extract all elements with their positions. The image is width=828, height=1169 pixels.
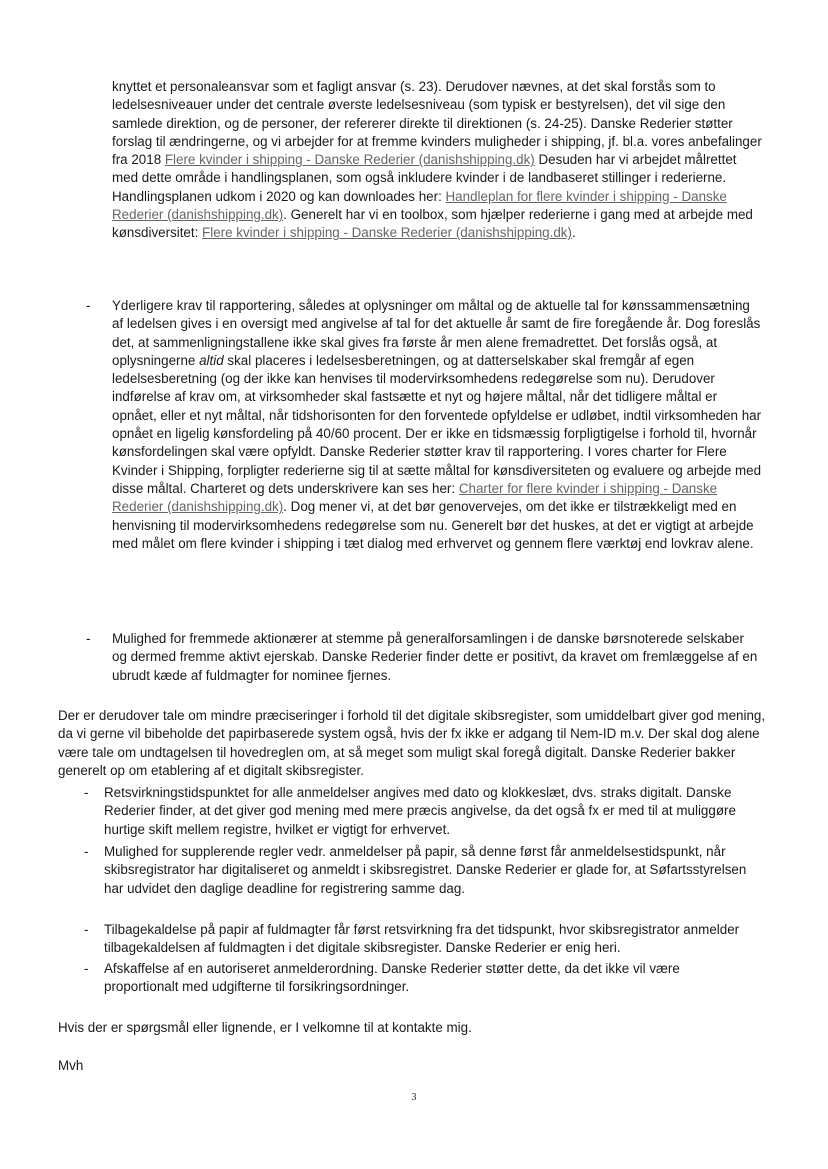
bullet-text (112, 297, 762, 553)
bullet-dash: - (84, 785, 89, 800)
paragraph-text: . (571, 225, 576, 241)
link-flere-kvinder-anbefalinger[interactable]: Flere kvinder i shipping - Danske Rederier (danishshipping.dk) (164, 152, 535, 168)
paragraph-text: Der er derudover tale om mindre præciseringer i forhold til det digitale skibsregister, som umiddelbart giver god mening, da vi gerne vil bibeholde det papirbaserede system også, hvis der fx ikke er adgang til Nem-ID m.v. Der skal dog alene være tale om undtagelsen til hovedreglen om, at så meget som muligt skal foregå digitalt. Danske Rederier bakker generelt op om etablering af et digitalt skibsregister. (58, 708, 766, 778)
bullet-dash: - (86, 631, 91, 646)
page-number: 3 (411, 1092, 417, 1103)
paragraph-ledelsesniveauer (112, 78, 762, 243)
paragraph-text: Yderligere krav til rapportering, således at oplysninger om måltal og de aktuelle tal for kønssammensætning af ledelsen gives i en oversigt med angivelse af tal for det aktuelle år samt de fire foregående år. Dog foreslås det, at sammenligningstallene ikke skal gives fra første år men alene fremadrettet. Det forslås også, at oplysningerne (112, 298, 761, 368)
bullet-text: Tilbagekaldelse på papir af fuldmagter får først retsvirkning fra det tidspunkt, hvor skibsregistrator anmelder tilbagekaldelsen af fuldmagten i det digitale skibsregister. Danske Rederier er enig heri. (104, 922, 740, 956)
link-flere-kvinder-toolbox[interactable]: Flere kvinder i shipping - Danske Rederier (danishshipping.dk) (202, 225, 572, 241)
paragraph-text: . Dog mener vi, at det bør genovervejes, om det ikke er tilstrækkeligt med en henvisning til modervirksomhedens redegørelse som nu. Generelt bør det huskes, at det er vigtigt at arbejde med målet om flere kvinder i shipping i tæt dialog med erhvervet og gennem flere værktøj end lovkrav alene. (112, 499, 754, 551)
bullet-dash: - (84, 922, 89, 937)
paragraph-text: Desuden har vi arbejdet målrettet med dette område i handlingsplanen, som også inkludere kvinder i de landbaseret stillinger i rederierne. Handlingsplanen udkom i 2020 og kan downloades her: (112, 152, 737, 204)
paragraph-text: . Generelt har vi en toolbox, som hjælper rederierne i gang med at arbejde med kønsdiversitet: (112, 207, 753, 241)
paragraph-text: knyttet et personaleansvar som et fagligt ansvar (s. 23). Derudover nævnes, at det skal forstås som to ledelsesniveauer under det centrale øverste ledelsesniveau (som typisk er bestyrelsen), det vil sige den samlede direktion, og de personer, der refererer direkte til direktionen (s. 24-25). Danske Rederier støtter forslag til ændringerne, og vi arbejder for at fremme kvinders muligheder i shipping, jf. bl.a. vores anbefalinger fra 2018 (112, 79, 762, 168)
emphasis-altid: altid (199, 352, 224, 368)
bullet-dash: - (84, 961, 89, 976)
bullet-text: Retsvirkningstidspunktet for alle anmeldelser angives med dato og klokkeslæt, dvs. straks digitalt. Danske Rederier finder, at det giver god mening med mere præcis angivelse, da det også fx er med til at muliggøre hurtige skift mellem registre, hvilket er vigtigt for erhvervet. (104, 785, 736, 837)
bullet-text: Mulighed for supplerende regler vedr. anmeldelser på papir, så denne først får anmeldelsestidspunkt, når skibsregistrator har digitaliseret og anmeldt i skibsregistret. Danske Rederier er glade for, at Søfartsstyrelsen har udvidet den daglige deadline for registrering samme dag. (104, 844, 747, 896)
link-handleplan[interactable]: Handleplan for flere kvinder i shipping - Danske Rederier (danishshipping.dk) (112, 188, 727, 223)
closing-question: Hvis der er spørgsmål eller lignende, er I velkomne til at kontakte mig. (58, 1020, 472, 1035)
paragraph-text: skal placeres i ledelsesberetningen, og at datterselskaber skal fremgår af egen ledelsesberetning (og der ikke kan henvises til modervirksomhedens redegørelse som nu). Derudover indførelse af krav om, at virksomheder skal fastsætte et nyt og højere måltal, når det tidligere måltal er opnået, eller et nyt måltal, når tidshorisonten for den forventede opfyldelse er udløbet, indtil virksomheden har opnået en ligelig kønsfordeling på 40/60 procent. Der er ikke en tidsmæssig forpligtigelse i forhold til, hvornår kønsfordelingen skal være opfyldt. Danske Rederier støtter krav til rapportering. I vores charter for Flere Kvinder i Shipping, forpligter rederierne sig til at sætte måltal for kønsdiversiteten og evaluere og arbejde med disse måltal. Charteret og dets underskrivere kan ses her: (112, 352, 762, 496)
bullet-text: Afskaffelse af en autoriseret anmelderordning. Danske Rederier støtter dette, da det ikke vil være proportionalt med udgifterne til forsikringsordninger. (104, 961, 680, 995)
bullet-dash: - (84, 844, 89, 859)
link-charter[interactable]: Charter for flere kvinder i shipping - Danske Rederier (danishshipping.dk) (112, 480, 718, 515)
bullet-text: Mulighed for fremmede aktionærer at stemme på generalforsamlingen i de danske børsnoterede selskaber og dermed fremme aktivt ejerskab. Danske Rederier finder dette er positivt, da kravet om fremlæggelse af en ubrudt kæde af fuldmagter for nominee fjernes. (112, 631, 758, 683)
bullet-dash: - (86, 298, 91, 313)
paragraph-skibsregister (58, 707, 768, 780)
closing-signoff: Mvh (58, 1058, 84, 1073)
